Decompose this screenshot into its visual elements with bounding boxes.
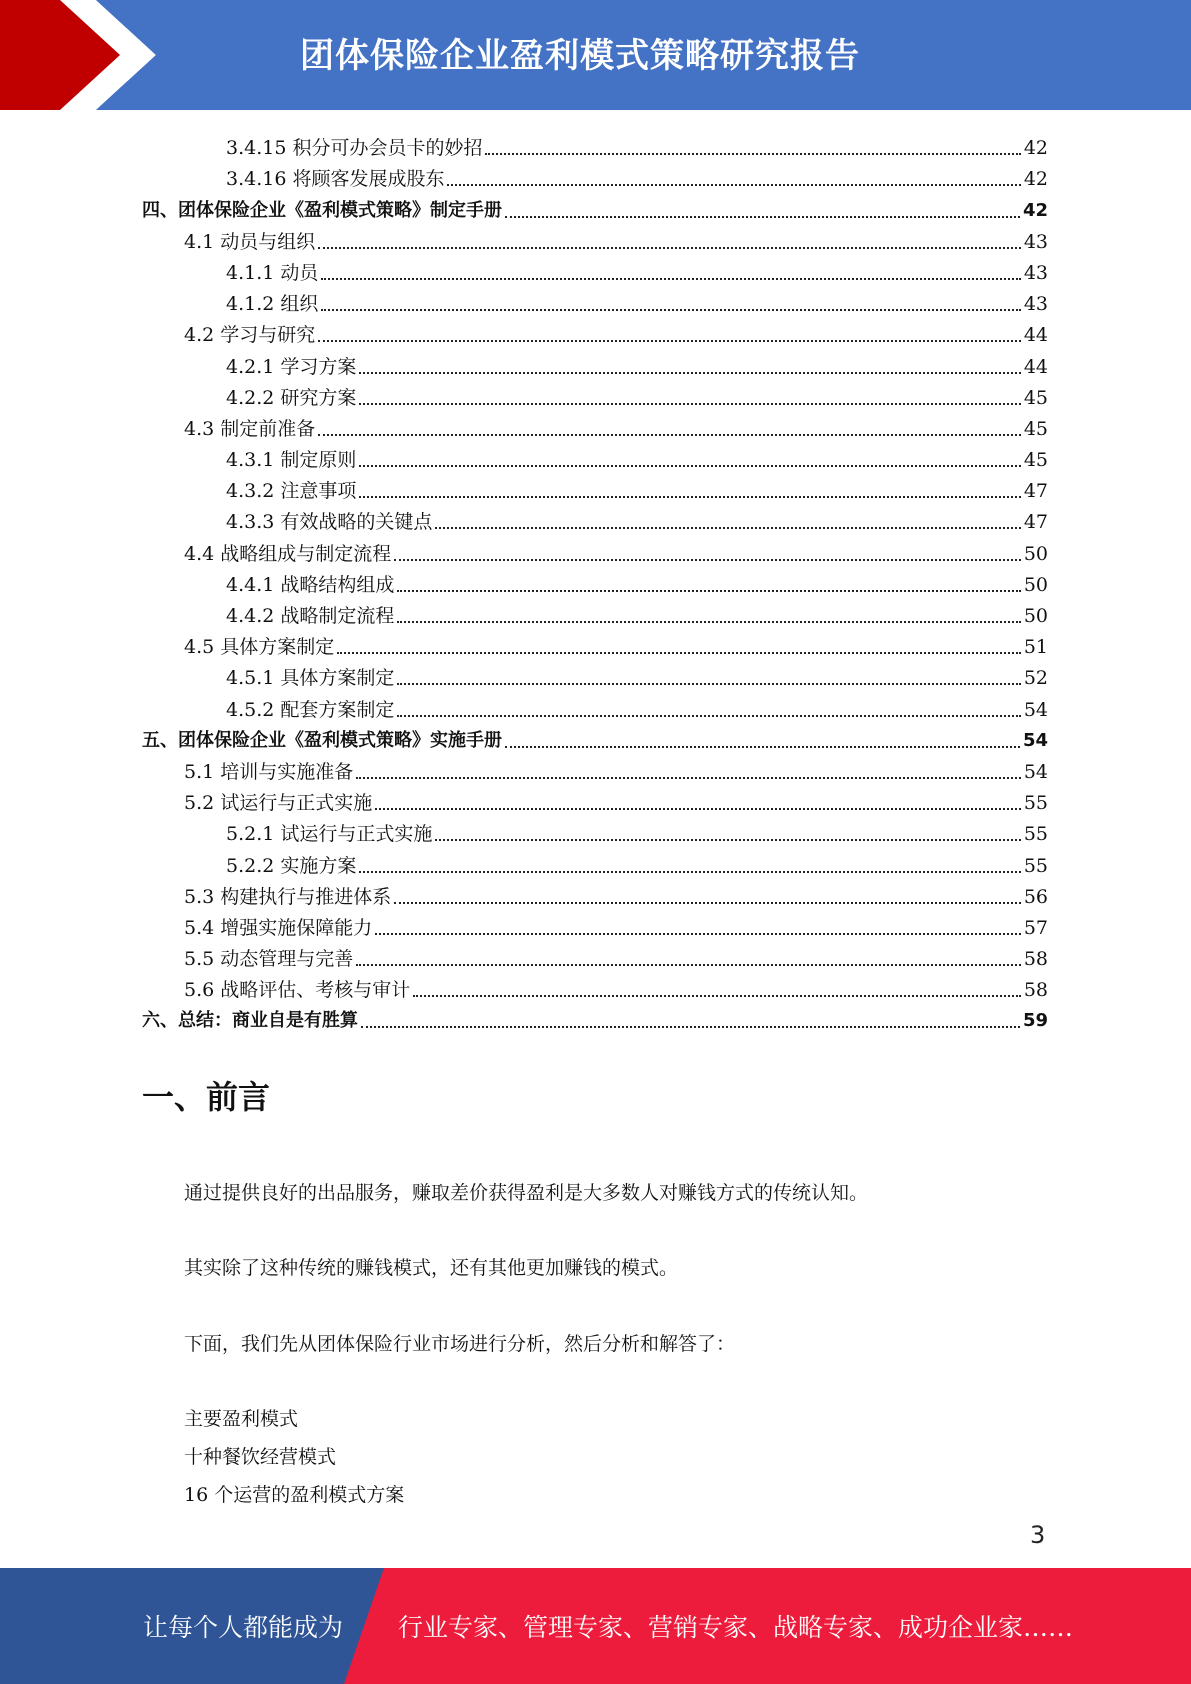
toc-entry-page: 50 xyxy=(1023,542,1048,565)
toc-entry-label: 4.4 战略组成与制定流程 xyxy=(184,542,392,565)
toc-entry-label: 5.2.2 实施方案 xyxy=(226,854,357,877)
toc-entry[interactable] xyxy=(142,347,1048,378)
toc-entry-label: 3.4.15 积分可办会员卡的妙招 xyxy=(226,137,483,160)
list-item: 十种餐饮经营模式 xyxy=(184,1446,337,1468)
toc-entry[interactable] xyxy=(142,129,1048,160)
toc-entry-label: 4.1 动员与组织 xyxy=(184,230,316,253)
toc-entry[interactable] xyxy=(142,597,1048,628)
toc-entry-page: 44 xyxy=(1023,324,1048,347)
toc-entry-label: 4.1.1 动员 xyxy=(226,261,319,284)
toc-leader-dots xyxy=(359,402,1020,405)
toc-entry-page: 54 xyxy=(1023,698,1048,721)
toc-leader-dots xyxy=(318,433,1021,436)
toc-entry[interactable] xyxy=(142,1002,1048,1033)
toc-leader-dots xyxy=(356,776,1021,779)
page-header xyxy=(0,0,1191,110)
toc-entry[interactable] xyxy=(142,379,1048,410)
toc-entry-label: 5.2 试运行与正式实施 xyxy=(184,792,373,815)
toc-entry-page: 57 xyxy=(1023,916,1048,939)
toc-leader-dots xyxy=(447,183,1020,186)
toc-leader-dots xyxy=(397,589,1020,592)
toc-leader-dots xyxy=(318,339,1021,342)
toc-entry-label: 4.4.1 战略结构组成 xyxy=(226,573,395,596)
list-item: 主要盈利模式 xyxy=(184,1408,299,1430)
toc-entry-page: 43 xyxy=(1023,230,1048,253)
toc-entry-label: 4.5.2 配套方案制定 xyxy=(226,698,395,721)
toc-entry[interactable] xyxy=(142,285,1048,316)
toc-entry[interactable] xyxy=(142,503,1048,534)
toc-entry-page: 51 xyxy=(1023,636,1048,659)
toc-leader-dots xyxy=(375,807,1021,810)
toc-entry-label: 5.1 培训与实施准备 xyxy=(184,760,354,783)
toc-entry[interactable] xyxy=(142,566,1048,597)
toc-entry[interactable] xyxy=(142,160,1048,191)
toc-entry-page: 42 xyxy=(1023,137,1048,160)
toc-leader-dots xyxy=(359,371,1020,374)
table-of-contents xyxy=(142,129,1048,1033)
toc-entry[interactable] xyxy=(142,223,1048,254)
toc-entry[interactable] xyxy=(142,971,1048,1002)
toc-entry-page: 55 xyxy=(1023,792,1048,815)
toc-entry-page: 45 xyxy=(1023,386,1048,409)
toc-leader-dots xyxy=(435,526,1020,529)
toc-entry-page: 47 xyxy=(1023,511,1048,534)
toc-leader-dots xyxy=(485,152,1020,155)
toc-entry-label: 4.3 制定前准备 xyxy=(184,417,316,440)
footer-slogan-left: 让每个人都能成为 xyxy=(143,1613,344,1642)
toc-entry-page: 55 xyxy=(1023,854,1048,877)
toc-entry-label: 4.2.1 学习方案 xyxy=(226,355,357,378)
toc-entry-label: 4.1.2 组织 xyxy=(226,293,319,316)
toc-entry-label: 5.5 动态管理与完善 xyxy=(184,948,354,971)
toc-entry-label: 五、团体保险企业《盈利模式策略》实施手册 xyxy=(142,729,502,751)
toc-entry[interactable] xyxy=(142,441,1048,472)
toc-entry-page: 42 xyxy=(1022,199,1048,221)
toc-entry-page: 50 xyxy=(1023,605,1048,627)
toc-entry-page: 58 xyxy=(1023,979,1048,1002)
toc-leader-dots xyxy=(359,464,1020,467)
toc-entry[interactable] xyxy=(142,410,1048,441)
toc-entry-label: 4.3.2 注意事项 xyxy=(226,480,357,503)
paragraph: 其实除了这种传统的赚钱模式，还有其他更加赚钱的模式。 xyxy=(184,1257,679,1279)
toc-entry[interactable] xyxy=(142,316,1048,347)
page-footer xyxy=(0,1568,1191,1684)
toc-entry-label: 5.3 构建执行与推进体系 xyxy=(184,885,392,908)
toc-leader-dots xyxy=(505,215,1020,218)
toc-entry-label: 4.5 具体方案制定 xyxy=(184,636,335,659)
toc-entry[interactable] xyxy=(142,534,1048,565)
toc-entry-page: 54 xyxy=(1022,729,1048,751)
toc-leader-dots xyxy=(394,901,1021,904)
toc-entry-label: 4.3.1 制定原则 xyxy=(226,449,357,472)
toc-entry-label: 4.2 学习与研究 xyxy=(184,324,316,347)
toc-entry[interactable] xyxy=(142,878,1048,909)
toc-entry-page: 43 xyxy=(1023,293,1048,316)
toc-entry[interactable] xyxy=(142,753,1048,784)
paragraph: 下面，我们先从团体保险行业市场进行分析，然后分析和解答了： xyxy=(184,1333,736,1355)
toc-leader-dots xyxy=(318,246,1021,249)
toc-leader-dots xyxy=(397,620,1020,623)
toc-entry-page: 44 xyxy=(1023,355,1048,378)
toc-leader-dots xyxy=(435,838,1020,841)
toc-leader-dots xyxy=(505,745,1020,748)
toc-entry-label: 四、团体保险企业《盈利模式策略》制定手册 xyxy=(142,199,502,221)
toc-entry-label: 六、总结：商业自是有胜算 xyxy=(142,1010,358,1032)
page-number: 3 xyxy=(1030,1521,1046,1549)
toc-entry-page: 55 xyxy=(1023,823,1048,846)
list-item: 16 个运营的盈利模式方案 xyxy=(184,1484,405,1506)
toc-entry[interactable] xyxy=(142,722,1048,753)
toc-entry[interactable] xyxy=(142,940,1048,971)
toc-entry-page: 45 xyxy=(1023,417,1048,440)
toc-entry-label: 5.6 战略评估、考核与审计 xyxy=(184,979,411,1002)
toc-leader-dots xyxy=(359,495,1020,498)
toc-leader-dots xyxy=(337,651,1021,654)
toc-entry[interactable] xyxy=(142,846,1048,877)
toc-entry-label: 5.2.1 试运行与正式实施 xyxy=(226,823,433,846)
toc-leader-dots xyxy=(394,558,1021,561)
toc-leader-dots xyxy=(397,714,1020,717)
toc-entry[interactable] xyxy=(142,659,1048,690)
toc-leader-dots xyxy=(359,870,1020,873)
toc-leader-dots xyxy=(413,994,1021,997)
toc-entry-label: 4.3.3 有效战略的关键点 xyxy=(226,511,433,534)
toc-entry[interactable] xyxy=(142,909,1048,940)
toc-entry-page: 54 xyxy=(1023,760,1048,783)
toc-entry[interactable] xyxy=(142,690,1048,721)
toc-entry[interactable] xyxy=(142,815,1048,846)
toc-leader-dots xyxy=(397,682,1020,685)
toc-entry[interactable] xyxy=(142,784,1048,815)
toc-entry-label: 3.4.16 将顾客发展成股东 xyxy=(226,168,445,191)
toc-entry-page: 52 xyxy=(1023,667,1048,690)
paragraph: 通过提供良好的出品服务，赚取差价获得盈利是大多数人对赚钱方式的传统认知。 xyxy=(184,1182,869,1204)
toc-leader-dots xyxy=(375,932,1021,935)
toc-entry[interactable] xyxy=(142,254,1048,285)
toc-entry-page: 43 xyxy=(1023,261,1048,284)
toc-entry-label: 4.2.2 研究方案 xyxy=(226,386,357,409)
toc-leader-dots xyxy=(321,308,1020,311)
toc-entry-label: 4.4.2 战略制定流程 xyxy=(226,605,395,627)
toc-entry-page: 42 xyxy=(1023,168,1048,191)
toc-leader-dots xyxy=(356,963,1021,966)
toc-entry-page: 59 xyxy=(1022,1010,1048,1032)
toc-entry[interactable] xyxy=(142,628,1048,659)
toc-entry-page: 58 xyxy=(1023,948,1048,971)
report-title: 团体保险企业盈利模式策略研究报告 xyxy=(300,36,860,76)
toc-entry-label: 5.4 增强实施保障能力 xyxy=(184,916,373,939)
toc-entry[interactable] xyxy=(142,191,1048,222)
toc-entry-page: 56 xyxy=(1023,885,1048,908)
section-title: 一、前言 xyxy=(142,1078,271,1116)
toc-leader-dots xyxy=(321,277,1020,280)
toc-entry-page: 47 xyxy=(1023,480,1048,503)
toc-entry-label: 4.5.1 具体方案制定 xyxy=(226,667,395,690)
toc-leader-dots xyxy=(361,1025,1020,1028)
toc-entry-page: 45 xyxy=(1023,449,1048,472)
footer-slogan-right: 行业专家、管理专家、营销专家、战略专家、成功企业家…… xyxy=(398,1613,1074,1642)
toc-entry[interactable] xyxy=(142,472,1048,503)
toc-entry-page: 50 xyxy=(1023,573,1048,596)
